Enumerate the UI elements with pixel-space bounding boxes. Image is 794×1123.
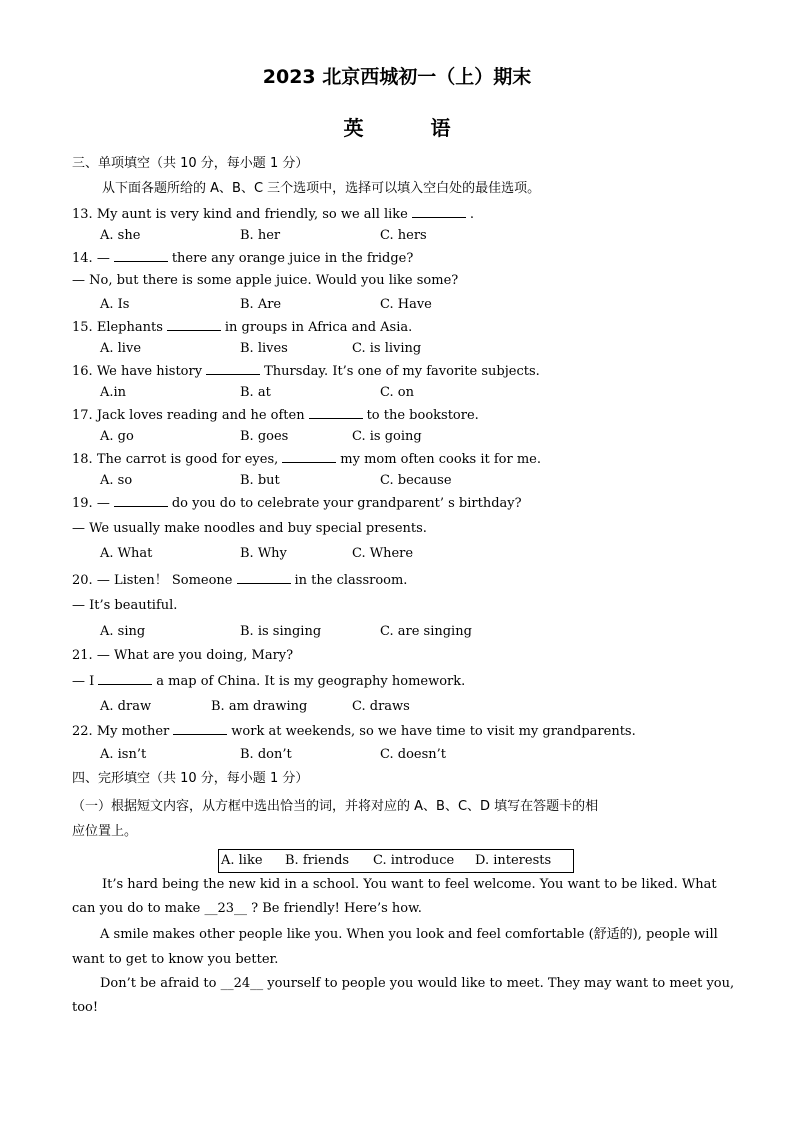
option-16-c: C. on [380, 385, 414, 400]
option-17-c: C. is going [352, 429, 422, 444]
answer-blank[interactable] [309, 406, 363, 419]
option-13-b: B. her [240, 228, 281, 243]
word-option-b: B. friends [285, 853, 350, 868]
question-14: 14. — there any orange juice in the fridge? [72, 251, 414, 266]
option-15-c: C. is living [352, 341, 422, 356]
answer-blank[interactable] [412, 205, 466, 218]
passage-line: can you do to make __23__ ? Be friendly! Here’s how. [72, 901, 422, 916]
option-16-a: A.in [100, 385, 127, 400]
passage-line: want to get to know you better. [72, 952, 279, 967]
option-16-b: B. at [240, 385, 271, 400]
question-20: 20. — Listen！ Someone in the classroom. [72, 573, 408, 588]
answer-blank[interactable] [173, 722, 227, 735]
option-22-b: B. don’t [240, 747, 292, 762]
subject-title: 英 语 [343, 116, 481, 140]
question-19: 19. — do you do to celebrate your grandparent’ s birthday? [72, 496, 522, 511]
question-16: 16. We have history Thursday. It’s one of my favorite subjects. [72, 364, 540, 379]
answer-blank[interactable] [167, 318, 221, 331]
section4-instruction-cont: 应位置上。 [72, 824, 138, 839]
question-13: 13. My aunt is very kind and friendly, so we all like . [72, 207, 475, 222]
passage-line: It’s hard being the new kid in a school. You want to feel welcome. You want to be liked. What [102, 877, 717, 892]
question-19-reply: — We usually make noodles and buy special presents. [72, 521, 427, 536]
option-21-a: A. draw [100, 699, 152, 714]
option-20-c: C. are singing [380, 624, 472, 639]
option-13-c: C. hers [380, 228, 427, 243]
exam-title: 2023 北京西城初一（上）期末 [262, 66, 532, 88]
option-17-b: B. goes [240, 429, 289, 444]
question-14-reply: — No, but there is some apple juice. Would you like some? [72, 273, 459, 288]
answer-blank[interactable] [206, 362, 260, 375]
option-22-a: A. isn’t [100, 747, 147, 762]
question-20-reply: — It’s beautiful. [72, 598, 178, 613]
option-21-c: C. draws [352, 699, 410, 714]
section4-heading: 四、完形填空（共 10 分，每小题 1 分） [72, 771, 309, 786]
question-22: 22. My mother work at weekends, so we have time to visit my grandparents. [72, 724, 636, 739]
passage-line: too! [72, 1000, 99, 1015]
option-20-a: A. sing [100, 624, 146, 639]
option-19-c: C. Where [352, 546, 414, 561]
question-21-reply: — I a map of China. It is my geography homework. [72, 674, 466, 689]
passage-line: A smile makes other people like you. When you look and feel comfortable (舒适的), people will [100, 927, 718, 942]
option-13-a: A. she [100, 228, 141, 243]
passage-line: Don’t be afraid to __24__ yourself to people you would like to meet. They may want to meet you, [100, 976, 735, 991]
answer-blank[interactable] [237, 571, 291, 584]
answer-blank[interactable] [98, 672, 152, 685]
option-14-b: B. Are [240, 297, 282, 312]
question-17: 17. Jack loves reading and he often to the bookstore. [72, 408, 479, 423]
option-18-a: A. so [100, 473, 133, 488]
option-15-a: A. live [100, 341, 142, 356]
question-18: 18. The carrot is good for eyes, my mom often cooks it for me. [72, 452, 542, 467]
word-option-a: A. like [221, 853, 263, 868]
option-14-a: A. Is [100, 297, 130, 312]
question-21: 21. — What are you doing, Mary? [72, 648, 294, 663]
answer-blank[interactable] [282, 450, 336, 463]
option-19-a: A. What [100, 546, 153, 561]
option-22-c: C. doesn’t [380, 747, 446, 762]
answer-blank[interactable] [114, 249, 168, 262]
section4-instruction: （一）根据短文内容，从方框中选出恰当的词，并将对应的 A、B、C、D 填写在答题卡的相 [72, 799, 599, 814]
word-option-d: D. interests [475, 853, 552, 868]
section3-heading: 三、单项填空（共 10 分，每小题 1 分） [72, 156, 309, 171]
option-15-b: B. lives [240, 341, 288, 356]
word-box [218, 849, 574, 873]
section3-instruction: 从下面各题所给的 A、B、C 三个选项中，选择可以填入空白处的最佳选项。 [102, 181, 541, 196]
option-19-b: B. Why [240, 546, 287, 561]
answer-blank[interactable] [114, 494, 168, 507]
option-18-b: B. but [240, 473, 280, 488]
question-15: 15. Elephants in groups in Africa and Asia. [72, 320, 413, 335]
option-20-b: B. is singing [240, 624, 322, 639]
option-21-b: B. am drawing [211, 699, 308, 714]
word-option-c: C. introduce [373, 853, 455, 868]
option-18-c: C. because [380, 473, 452, 488]
option-17-a: A. go [100, 429, 134, 444]
option-14-c: C. Have [380, 297, 432, 312]
